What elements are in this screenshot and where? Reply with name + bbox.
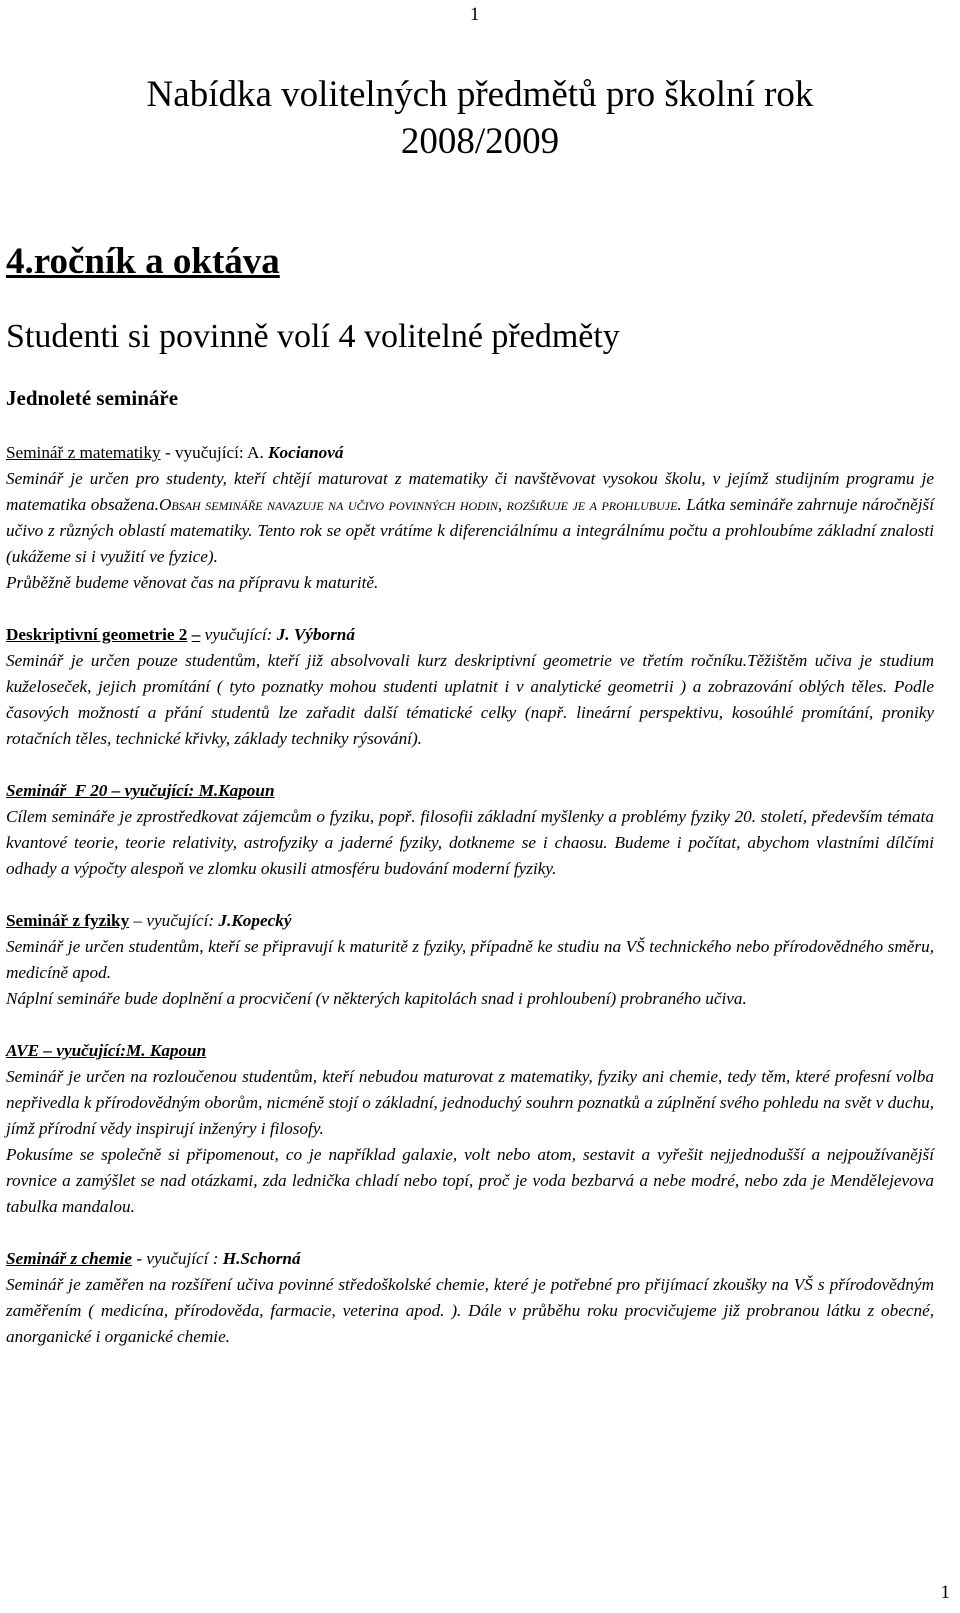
seminar-math-teacher: Kocianová [268,443,344,462]
seminar-f20-teacher: vyučující: M.Kapoun [124,781,275,800]
seminar-geometry-name: Deskriptivní geometrie 2 [6,625,188,644]
seminar-ave-dash: – [39,1041,57,1060]
seminar-geometry-dash: – [191,625,201,644]
seminar-physics [6,908,934,1012]
grade-heading: 4.ročník a oktáva [6,241,280,282]
seminar-f20-dash: – [107,781,125,800]
page-number-bottom: 1 [940,1582,950,1603]
seminar-f20-header [6,778,934,804]
seminar-math-text-b: Obsah semináře navazuje na učivo povinných hodin, rozšiřuje je a prohlubuje. [158,495,682,514]
compulsory-heading: Studenti si povinně volí 4 volitelné předměty [6,318,620,355]
seminar-geometry [6,622,934,752]
seminar-f20-description: Cílem semináře je zprostředkovat zájemcům o fyziku, popř. filosofii základní myšlenky a problémy fyziky 20. století, především témata kvantové teorie, teorie relativity, astrofyziky a jaderné fyziky, dotkneme se i chaosu. Budeme i počítat, abychom vlastními dílčími odhady a výpočty alespoň ve zlomku okusili atmosféru budování moderní fyziky. [6,807,934,878]
seminar-f20-name: Seminář F 20 [6,781,108,800]
seminar-math-description [6,466,934,570]
seminar-ave-teacher: vyučující:M. Kapoun [56,1041,207,1060]
seminar-ave-description: Seminář je určen na rozloučenou studentům, kteří nebudou maturovat z matematiky, fyziky ani chemie, tedy těm, které profesní volba nepřivedla k přírodovědným oborům, nicméně stojí o základní, jednoduchý souhrn poznatků a zúplnění svého pohledu na svět v duchu, jímž přírodní vědy inspirují inženýry i filosofy. [6,1067,934,1138]
seminar-math-text-a: Seminář je určen pro studenty, kteří chtějí maturovat z matematiky či navštěvovat vysokou školu, v jejímž studijním programu je matematika obsažena. [6,469,934,514]
seminar-physics-name: Seminář z fyziky [6,911,130,930]
seminar-ave-name: AVE [6,1041,40,1060]
page-number-top: 1 [470,4,480,25]
seminar-physics-note: Náplní semináře bude doplnění a procvičení (v některých kapitolách snad i prohloubení) probraného učiva. [6,989,747,1008]
seminar-list [6,440,934,1376]
seminar-ave [6,1038,934,1220]
seminar-geometry-sep2: vyučující: [200,625,277,644]
title-line-1: Nabídka volitelných předmětů pro školní rok [146,74,814,115]
seminar-physics-header [6,908,934,934]
seminar-math-text-c: Látka semináře zahrnuje náročnější učivo z různých oblastí matematiky. Tento rok se opět vrátíme k diferenciálnímu a integrálnímu počtu a prohloubíme základní znalosti (ukážeme si i využití ve fyzice). [6,495,934,566]
seminar-chemistry-description: Seminář je zaměřen na rozšíření učiva povinné středoškolské chemie, které je potřebné pro přijímací zkoušky na VŠ s přírodovědným zaměřením ( medicína, přírodověda, farmacie, veterina apod. ). Dále v průběhu roku procvičujeme již probranou látku z obecné, anorganické i organické chemie. [6,1275,934,1346]
seminar-math-note: Průběžně budeme věnovat čas na přípravu k maturitě. [6,573,379,592]
seminar-ave-header [6,1038,934,1064]
seminar-geometry-teacher: J. Výborná [276,625,355,644]
one-year-seminars-heading: Jednoleté semináře [6,386,179,410]
seminar-chemistry-teacher: H.Schorná [222,1249,301,1268]
seminar-math-sep: - vyučující: A. [160,443,269,462]
seminar-math [6,440,934,596]
seminar-math-name: Seminář z matematiky [6,443,161,462]
seminar-chemistry [6,1246,934,1350]
seminar-physics-description: Seminář je určen studentům, kteří se připravují k maturitě z fyziky, případně ke studiu na VŠ technického nebo přírodovědného směru, medicíně apod. [6,937,934,982]
seminar-math-header [6,440,934,466]
seminar-chemistry-sep: - vyučující : [132,1249,223,1268]
title-line-2: 2008/2009 [400,121,560,162]
seminar-chemistry-header [6,1246,934,1272]
seminar-ave-note: Pokusíme se společně si připomenout, co je například galaxie, volt nebo atom, sestavit a vyřešit nejjednodušší a nejpoužívanější rovnice a zamýšlet se nad otázkami, zda lednička chladí nebo topí, proč je voda bezbarvá a nebe modré, nebo zda je Mendělejevova tabulka mandalou. [6,1145,934,1216]
seminar-physics-teacher: J.Kopecký [218,911,292,930]
seminar-geometry-header [6,622,934,648]
page-title [0,71,960,165]
seminar-f20 [6,778,934,882]
seminar-physics-sep: – vyučující: [129,911,219,930]
seminar-geometry-description: Seminář je určen pouze studentům, kteří již absolvovali kurz deskriptivní geometrie ve třetím ročníku.Těžištěm učiva je studium kuželoseček, jejich promítání ( tyto poznatky mohou studenti uplatnit i v analytické geometrii ) a zobrazování oblých těles. Podle časových možností a přání studentů lze zařadit další tématické celky (např. lineární perspektivu, kosoúhlé promítání, proniky rotačních těles, technické křivky, základy techniky rýsování). [6,651,934,748]
seminar-chemistry-name: Seminář z chemie [6,1249,133,1268]
